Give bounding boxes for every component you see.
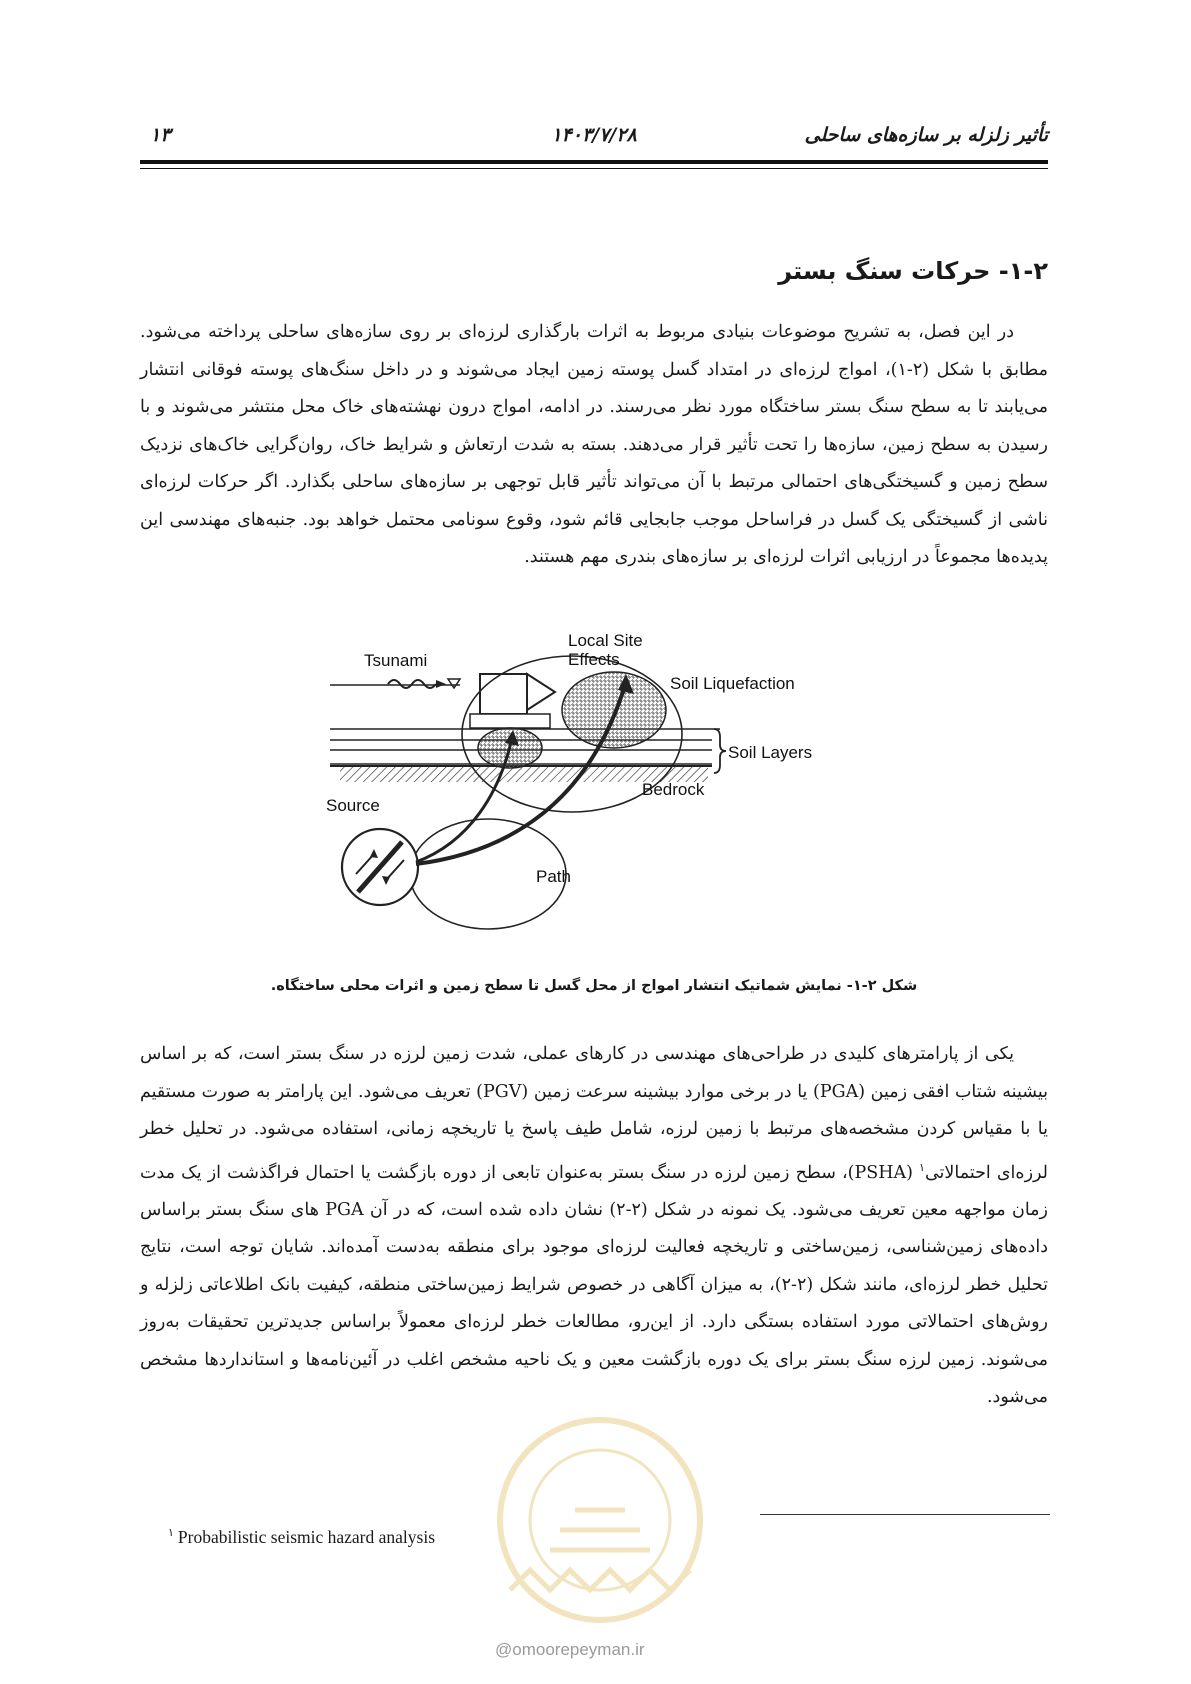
footnote-text: Probabilistic seismic hazard analysis bbox=[177, 1526, 436, 1547]
label-effects: Effects bbox=[568, 650, 620, 669]
paragraph-pga bbox=[140, 1036, 1048, 1417]
water-level-icon bbox=[448, 679, 460, 688]
header-rule-thin bbox=[140, 168, 1048, 169]
label-local-site: Local Site bbox=[568, 631, 643, 650]
paragraph-pga-rest: (PSHA)، سطح زمین لرزه در سنگ بستر به‌عنوان تابعی از دوره بازگشت یا احتمال فراگذشت از یک مدت زمان مواجهه معین تعریف می‌شود. یک نمونه در شکل (۲-۲) نشان داده شده است، که در آن PGA های سنگ بستر براساس داده‌های زمین‌شناسی، زمین‌ساختی و تاریخچه فعالیت لرزه‌ای موجود برای منطقه به‌دست آمده‌اند. شایان توجه است، نتایج تحلیل خطر لرزه‌ای، مانند شکل (۲-۲)، به میزان آگاهی در خصوص شرایط زمین‌ساختی منطقه، کیفیت بانک اطلاعاتی زلزله و روش‌های احتمالاتی مورد استفاده بستگی دارد. از این‌رو، مطالعات خطر لرزه‌ای معمولاً براساس جدیدترین تحقیقات به‌روز می‌شوند. زمین لرزه سنگ بستر برای یک دوره بازگشت معین و یک ناحیه مشخص اغلب در آئین‌نامه‌ها و استانداردها مشخص می‌شود. bbox=[140, 1162, 1048, 1408]
tsunami-wave-icon bbox=[388, 680, 436, 688]
soil-layers-brace bbox=[714, 729, 726, 773]
section-heading: ۱-۲- حرکات سنگ بستر bbox=[778, 257, 1048, 285]
quay-structure bbox=[480, 674, 527, 714]
page-number: ۱۳ bbox=[150, 124, 171, 146]
paragraph-pga-text: یکی از پارامترهای کلیدی در طراحی‌های مهندسی در کارهای عملی، شدت زمین لرزه در سنگ بستر است، که بر اساس بیشینه شتاب افقی زمین (PGA) یا در برخی موارد بیشینه سرعت زمین (PGV) تعریف می‌شود. این پارامتر به صورت مستقیم یا با مقیاس کردن مشخصه‌های مرتبط با زمین لرزه، شامل طیف پاسخ یا تاریخچه زمانی، استفاده می‌شود. در تحلیل خطر لرزه‌ای احتمالاتی bbox=[140, 1044, 1049, 1183]
paragraph-intro bbox=[140, 314, 1048, 577]
tsunami-arrow-icon bbox=[436, 680, 446, 688]
label-soil-layers: Soil Layers bbox=[728, 743, 813, 762]
label-tsunami: Tsunami bbox=[364, 651, 428, 670]
label-path: Path bbox=[536, 867, 571, 886]
label-soil-liquefaction: Soil Liquefaction bbox=[670, 674, 795, 693]
quay-slope bbox=[527, 674, 555, 710]
label-bedrock: Bedrock bbox=[642, 780, 705, 799]
header-date: ۱۴۰۳/۷/۲۸ bbox=[551, 124, 637, 146]
footnote-number: ۱ bbox=[168, 1527, 174, 1539]
liquefaction-zone bbox=[562, 672, 666, 748]
quay-foundation bbox=[470, 714, 550, 728]
figure-caption: شکل ۲-۱- نمایش شماتیک انتشار امواج از محل گسل تا سطح زمین و اثرات محلی ساختگاه. bbox=[270, 978, 918, 994]
wave-propagation-diagram bbox=[326, 631, 900, 972]
footnote-rule bbox=[760, 1514, 1050, 1515]
footnote-ref[interactable]: ۱ bbox=[919, 1160, 925, 1174]
watermark-seal-icon bbox=[480, 1400, 720, 1640]
page-header bbox=[140, 124, 1048, 154]
header-rule-thick bbox=[140, 160, 1048, 164]
footnote bbox=[168, 1526, 435, 1548]
watermark-text: @omoorepeyman.ir bbox=[495, 1640, 645, 1659]
figure-wave-propagation bbox=[326, 631, 900, 972]
label-source: Source bbox=[326, 796, 380, 815]
paragraph-intro-text: در این فصل، به تشریح موضوعات بنیادی مربوط به اثرات بارگذاری لرزه‌ای بر روی سازه‌های ساحلی پرداخته می‌شود. مطابق با شکل (۲-۱)، امواج لرزه‌ای در امتداد گسل پوسته زمین ایجاد می‌شوند و در داخل سنگ‌های پوسته فوقانی انتشار می‌یابند تا به سطح سنگ بستر ساختگاه مورد نظر می‌رسند. در ادامه، امواج درون نهشته‌های خاک محل منتشر می‌شوند و با رسیدن به سطح زمین، سازه‌ها را تحت تأثیر قرار می‌دهند. بسته به شدت ارتعاش و شرایط خاک، روان‌گرایی خاک‌های نزدیک سطح زمین و گسیختگی‌های احتمالی مرتبط با آن می‌تواند تأثیر قابل توجهی بر سازه‌های ساحلی بگذارد. اگر حرکات لرزه‌ای ناشی از گسیختگی یک گسل در فراساحل موجب جابجایی قائم شود، وقوع سونامی محتمل خواهد بود. جنبه‌های مهندسی این پدیده‌ها مجموعاً در ارزیابی اثرات لرزه‌ای بر سازه‌های بندری مهم هستند. bbox=[140, 322, 1048, 567]
running-title: تأثیر زلزله بر سازه‌های ساحلی bbox=[804, 124, 1048, 146]
